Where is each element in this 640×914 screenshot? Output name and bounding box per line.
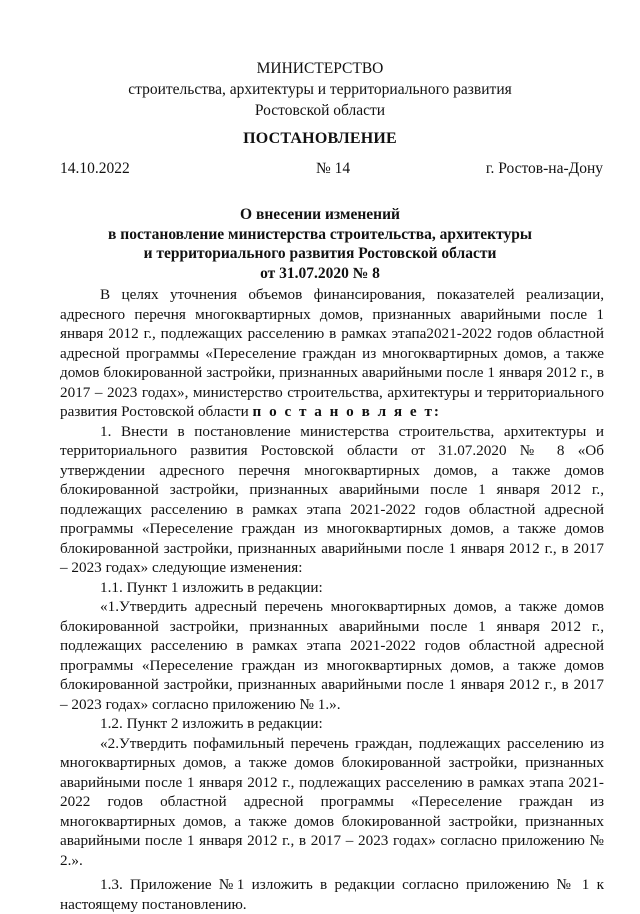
document-type: ПОСТАНОВЛЕНИЕ: [243, 130, 397, 147]
item-1-1-text: «1.Утвердить адресный перечень многоквартирных домов, а также домов блокированной застройки, признанных аварийными после 1 января 2012 г., подлежащих расселению в рамках этапа 2021-2022 годов областной адресной программы «Переселение граждан из многоквартирных домов, а также домов блокированной застройки, признанных аварийными после 1 января 2012 г., в 2017 – 2023 годах» согласно приложению № 1.».: [60, 598, 604, 713]
subject-line: в постановление министерства строительства, архитектуры: [108, 225, 532, 243]
item-1-2-text: «2.Утвердить пофамильный перечень граждан, подлежащих расселению из многоквартирных домов, а также домов блокированной застройки, признанных аварийными после 1 января 2012 г., подлежащих расселению в рамках этапа 2021-2022 годов областной адресной программы «Переселение граждан из многоквартирных домов, а также домов блокированной застройки, признанных аварийными после 1 января 2012 г., в 2017 – 2023 годах» согласно приложению № 2.».: [60, 734, 604, 869]
item-1-2: 1.2. Пункт 2 изложить в редакции:: [100, 715, 323, 732]
preamble-paragraph: [60, 285, 604, 422]
item-1: 1. Внести в постановление министерства строительства, архитектуры и территориального развития Ростовской области от 31.07.2020 № 8 «Об утверждении адресного перечня многоквартирных домов, а также домов блокированной застройки, признанных аварийными после 1 января 2012 г., подлежащих расселению в рамках этапа 2021-2022 годов областной адресной программы «Переселение граждан из многоквартирных домов, а также домов блокированной застройки, признанных аварийными после 1 января 2012 г., в 2017 – 2023 годах» следующие изменения:: [60, 422, 604, 576]
ministry-header: [0, 58, 640, 121]
item-1-1: 1.1. Пункт 1 изложить в редакции:: [100, 578, 323, 596]
ministry-region: Ростовской области: [254, 102, 386, 119]
document-city: г. Ростов-на-Дону: [485, 160, 603, 177]
document-subject: [0, 205, 640, 283]
ministry-name: МИНИСТЕРСТВО: [256, 60, 384, 77]
resolves-word: п о с т а н о в л я е т:: [252, 403, 441, 420]
subject-line: О внесении изменений: [240, 206, 400, 223]
subject-line: и территориального развития Ростовской области: [143, 245, 497, 262]
document-date: 14.10.2022: [60, 160, 130, 177]
subject-line: от 31.07.2020 № 8: [260, 264, 380, 282]
document-body: [60, 285, 604, 914]
document-number: № 14: [316, 160, 351, 177]
item-1-3: 1.3. Приложение №1 изложить в редакции согласно приложению № 1 к настоящему постановлению.: [60, 876, 604, 913]
ministry-subtitle: строительства, архитектуры и территориального развития: [128, 81, 512, 98]
preamble-text: В целях уточнения объемов финансирования, показателей реализации, адресного перечня многоквартирных домов, признанных аварийными после 1 января 2012 г., подлежащих расселению в рамках этапа2021-2022 годов областной адресной программы «Переселение граждан из многоквартирных домов, а также домов блокированной застройки, признанных аварийными после 1 января 2012 г., в 2017 – 2023 годах», министерство строительства, архитектуры и территориального развития Ростовской области: [60, 286, 604, 420]
